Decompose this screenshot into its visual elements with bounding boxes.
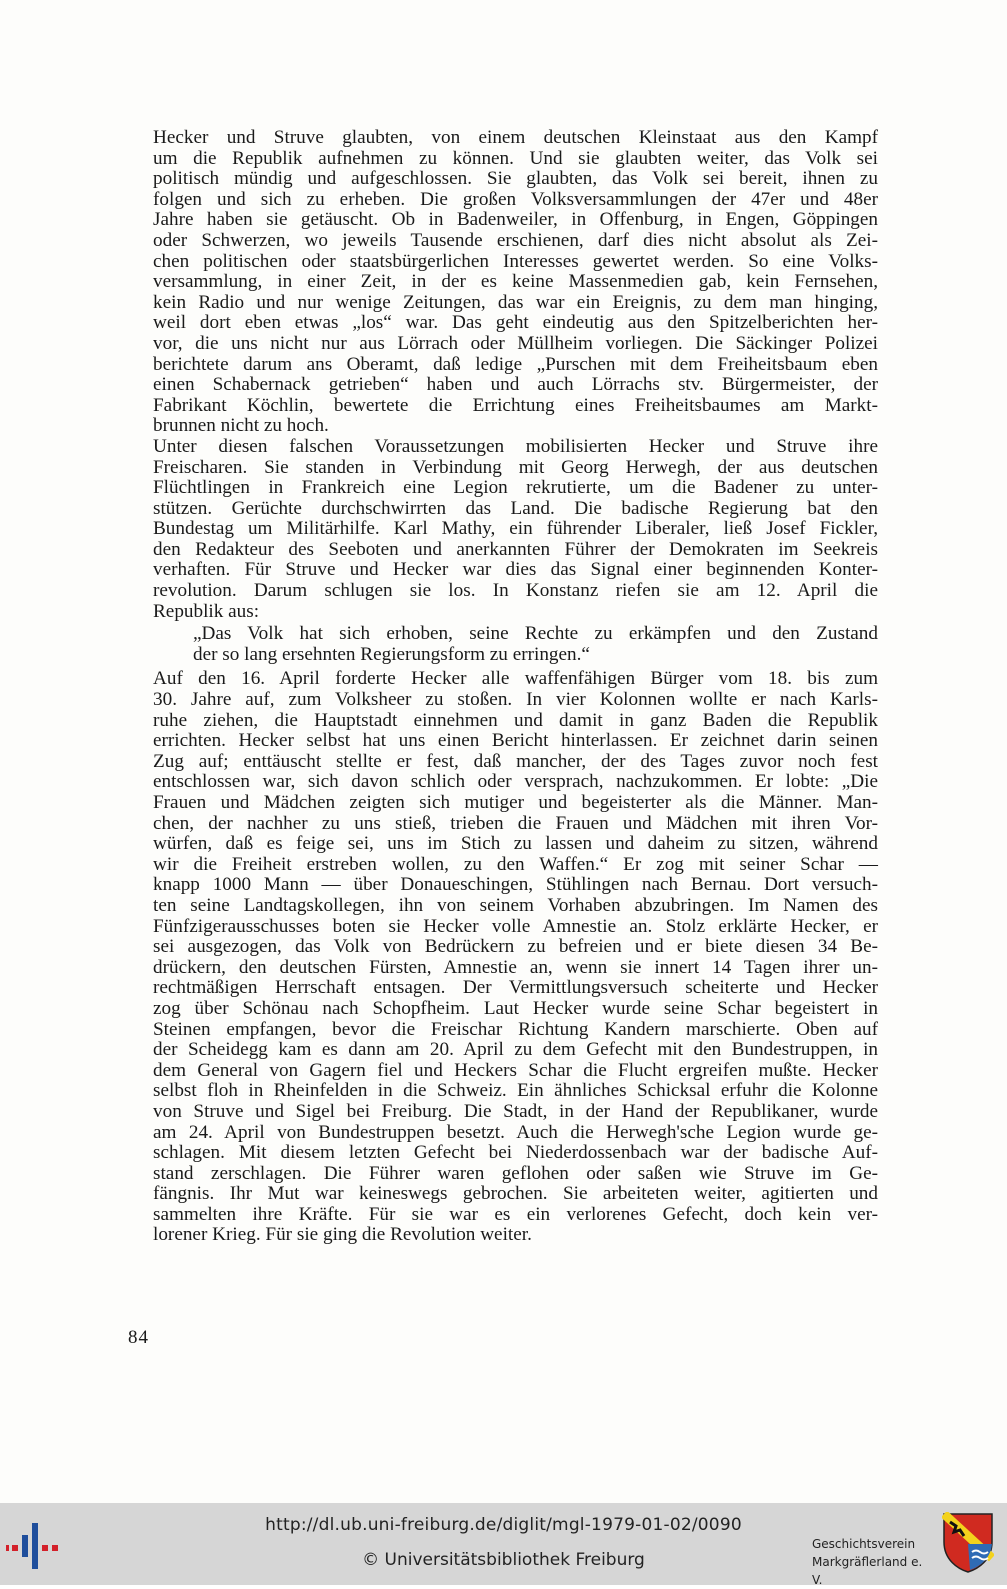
- text-line: „Das Volk hat sich erhoben, seine Rechte zu erkämpfen und den Zustand: [193, 623, 878, 645]
- text-line: vor, die uns nicht nur aus Lörrach oder Müllheim vorliegen. Die Säckinger Polizei: [153, 332, 878, 354]
- paragraph: [131, 128, 878, 437]
- text-line: folgen und sich zu erheben. Die großen Volksversammlungen der 47er und 48er: [153, 188, 878, 210]
- footer-bar: [0, 1503, 1007, 1585]
- text-line: der so lang ersehnten Regierungsform zu erringen.“: [193, 643, 590, 665]
- text-line: zog über Schönau nach Schopfheim. Laut Hecker wurde seine Schar begeistert in: [153, 997, 878, 1019]
- text-line: würfen, daß es feige sei, uns im Stich zu lassen und daheim zu sitzen, während: [153, 833, 878, 855]
- text-line: stützen. Gerüchte durchschwirrten das Land. Die badische Regierung bat den: [153, 497, 878, 519]
- text-line: stand zerschlagen. Die Führer waren geflohen oder saßen wie Struve im Ge-: [153, 1162, 878, 1184]
- text-line: Republik aus:: [153, 600, 260, 622]
- text-line: versammlung, in einer Zeit, in der es keine Massenmedien gab, kein Fernsehen,: [153, 271, 878, 293]
- text-line: errichten. Hecker selbst hat uns einen Bericht hinterlassen. Er zeichnet darin seinen: [153, 730, 878, 752]
- text-line: berichtete darum ans Oberamt, daß ledige „Purschen mit dem Freiheitsbaum eben: [153, 353, 878, 375]
- text-line: von Struve und Sigel bei Freiburg. Die Stadt, in der Hand der Republikaner, wurde: [153, 1100, 878, 1122]
- society-name-line-2: Markgräflerland e. V.: [812, 1555, 923, 1587]
- text-line: der Scheidegg kam es dann am 20. April zu dem Gefecht mit den Bundestruppen, in: [153, 1039, 878, 1061]
- text-line: sammelten ihre Kräfte. Für sie war es ein verlorenes Gefecht, doch kein ver-: [153, 1203, 878, 1225]
- text-line: den Redakteur des Seeboten und anerkannten Führer der Demokraten im Seekreis: [153, 538, 878, 560]
- text-line: politisch mündig und aufgeschlossen. Sie glaubten, das Volk sei bereit, ihnen zu: [153, 168, 878, 190]
- text-line: einen Schabernack getrieben“ haben und auch Lörrachs stv. Bürgermeister, der: [153, 374, 878, 396]
- text-line: chen politischen oder staatsbürgerlichen Interesses gewertet werden. So eine Volks-: [153, 250, 878, 272]
- text-line: sei ausgezogen, das Volk von Bedrückern zu befreien und er biete diesen 34 Be-: [153, 936, 878, 958]
- body-text: [131, 128, 878, 1246]
- text-line: um die Republik aufnehmen zu können. Und sie glaubten weiter, das Volk sei: [153, 147, 878, 169]
- text-line: 30. Jahre auf, zum Volksheer zu stoßen. In vier Kolonnen wollte er nach Karls-: [153, 689, 878, 711]
- text-line: kein Radio und nur wenige Zeitungen, das war ein Ereignis, zu dem man hinging,: [153, 291, 878, 313]
- text-line: chen, der nachher zu uns stieß, trieben die Frauen und Mädchen mit ihren Vor-: [153, 812, 878, 834]
- society-name-line-1: Geschichtsverein: [812, 1537, 916, 1551]
- text-line: Zug auf; enttäuscht stellte er fest, daß mancher, der des Tages zuvor noch fest: [153, 750, 878, 772]
- copyright-notice: © Universitätsbibliothek Freiburg: [362, 1550, 645, 1570]
- text-line: entschlossen war, sich davon schlich oder versprach, nachzukommen. Er lobte: „Die: [153, 771, 878, 793]
- text-line: selbst floh in Rheinfelden in die Schweiz. Ein ähnliches Schicksal erfuhr die Kolonne: [153, 1080, 878, 1102]
- text-line: lorener Krieg. Für sie ging die Revolution weiter.: [153, 1224, 532, 1246]
- society-name: [812, 1535, 932, 1589]
- text-line: Jahre haben sie getäuscht. Ob in Badenweiler, in Offenburg, in Engen, Göppingen: [153, 209, 878, 231]
- text-line: brunnen nicht zu hoch.: [153, 415, 329, 437]
- paragraph: [131, 669, 878, 1246]
- text-line: Fabrikant Köchlin, bewertete die Errichtung eines Freiheitsbaumes am Markt-: [153, 394, 878, 416]
- text-line: dem General von Gagern fiel und Heckers Schar die Flucht ergreifen mußte. Hecker: [153, 1059, 878, 1081]
- text-line: fängnis. Ihr Mut war keineswegs gebrochen. Sie arbeiteten weiter, agitierten und: [153, 1183, 878, 1205]
- text-line: weil dort eben etwas „los“ war. Das geht eindeutig aus den Spitzelberichten her-: [153, 312, 878, 334]
- text-line: verhaften. Für Struve und Hecker war dies das Signal einer beginnenden Konter-: [153, 559, 878, 581]
- text-line: Fünfzigerausschusses boten sie Hecker volle Amnestie an. Stolz erklärte Hecker, er: [153, 915, 878, 937]
- coat-of-arms-icon[interactable]: [942, 1512, 994, 1574]
- text-line: Freischaren. Sie standen in Verbindung mit Georg Herwegh, der aus deutschen: [153, 456, 878, 478]
- text-line: wir die Freiheit erstreben wollen, zu den Waffen.“ Er zog mit seiner Schar —: [153, 853, 878, 875]
- text-line: revolution. Darum schlugen sie los. In Konstanz riefen sie am 12. April die: [153, 580, 878, 602]
- text-line: Frauen und Mädchen zeigten sich mutiger und begeisterter als die Männer. Man-: [153, 792, 878, 813]
- text-line: schlagen. Mit diesem letzten Gefecht bei Niederdossenbach war der badische Auf-: [153, 1142, 878, 1164]
- text-line: Unter diesen falschen Voraussetzungen mobilisierten Hecker und Struve ihre: [153, 435, 878, 457]
- text-line: rechtmäßigen Herrschaft entsagen. Der Vermittlungsversuch scheiterte und Hecker: [153, 977, 878, 999]
- text-line: oder Schwerzen, wo jeweils Tausende erschienen, darf dies nicht absolut als Zei-: [153, 229, 878, 251]
- text-line: knapp 1000 Mann — über Donaueschingen, Stühlingen nach Bernau. Dort versuch-: [153, 874, 878, 896]
- text-line: Hecker und Struve glaubten, von einem deutschen Kleinstaat aus den Kampf: [153, 127, 878, 148]
- block-quote: [193, 624, 878, 665]
- text-line: ruhe ziehen, die Hauptstadt einnehmen und damit in ganz Baden die Republik: [153, 709, 878, 731]
- text-line: Flüchtlingen in Frankreich eine Legion rekrutierte, um die Badener zu unter-: [153, 477, 878, 499]
- text-line: am 24. April von Bundestruppen besetzt. Auch die Herwegh'sche Legion wurde ge-: [153, 1121, 878, 1143]
- text-line: ten seine Landtagskollegen, ihn von seinem Vorhaben abzubringen. Im Namen des: [153, 894, 878, 916]
- text-line: Auf den 16. April forderte Hecker alle waffenfähigen Bürger vom 18. bis zum: [153, 668, 878, 690]
- text-line: Steinen empfangen, bevor die Freischar Richtung Kandern marschierte. Oben auf: [153, 1018, 878, 1040]
- text-line: Bundestag um Militärhilfe. Karl Mathy, ein führender Liberaler, ließ Josef Fickler,: [153, 518, 878, 540]
- text-line: drückern, den deutschen Fürsten, Amnestie an, wenn sie innert 14 Tagen ihrer un-: [153, 956, 878, 978]
- page-number: 84: [128, 1327, 149, 1348]
- permalink-url[interactable]: http://dl.ub.uni-freiburg.de/diglit/mgl-1979-01-02/0090: [265, 1515, 742, 1535]
- paragraph: [131, 437, 878, 622]
